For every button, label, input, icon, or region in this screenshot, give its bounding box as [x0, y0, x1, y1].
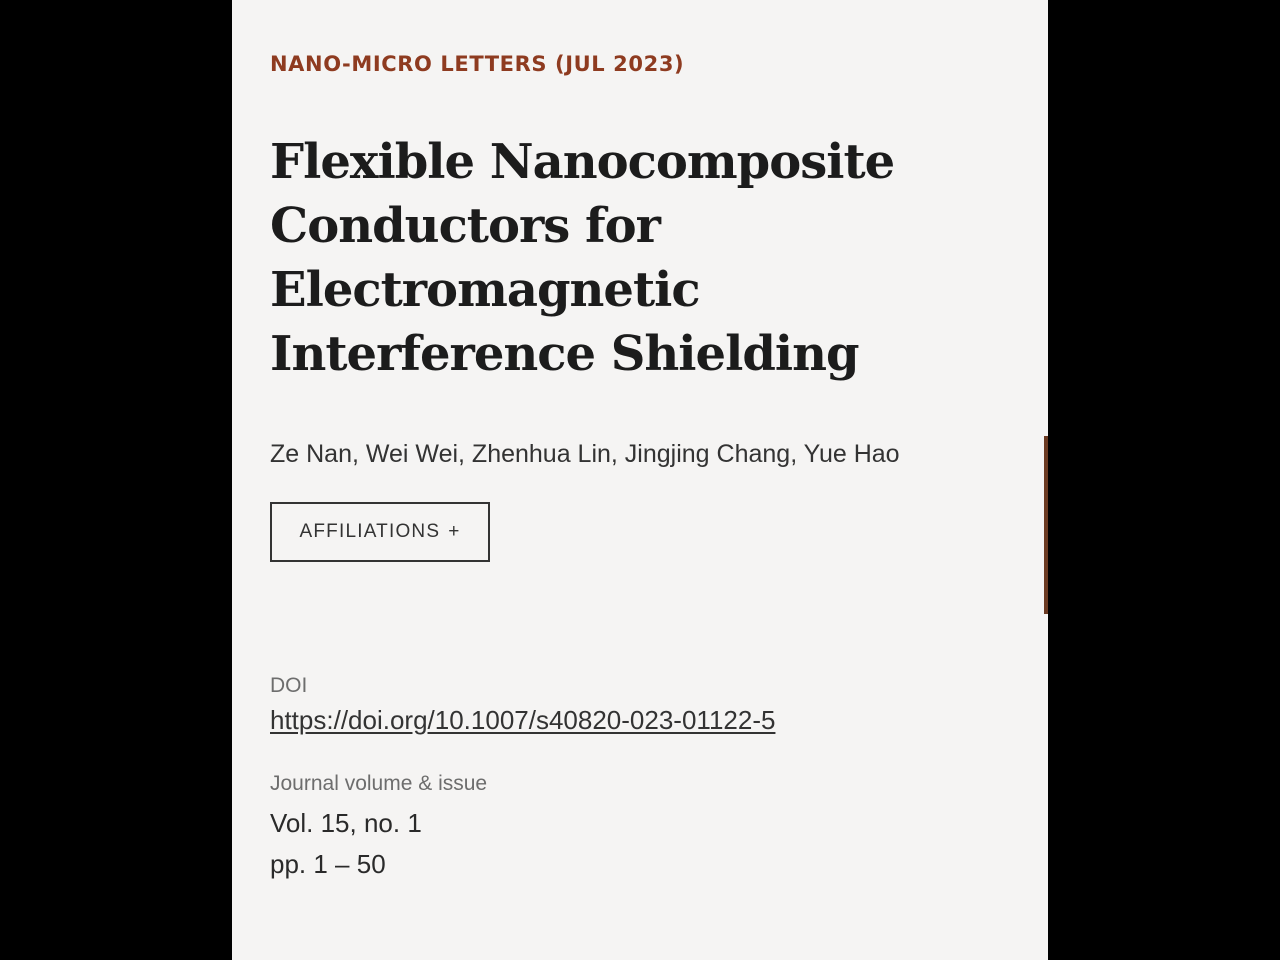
affiliations-button[interactable] [270, 502, 490, 562]
page-range: pp. 1 – 50 [270, 849, 386, 879]
article-page [232, 0, 1048, 960]
side-edge-marker [1044, 436, 1048, 614]
journal-citation: NANO-MICRO LETTERS (JUL 2023) [270, 52, 685, 76]
doi-link[interactable]: https://doi.org/10.1007/s40820-023-01122-5 [270, 705, 776, 735]
article-title: Flexible Nanocomposite Conductors for Electromagnetic Interference Shielding [270, 134, 895, 382]
volume-issue-label: Journal volume & issue [270, 772, 488, 795]
doi-label: DOI [270, 674, 308, 697]
affiliations-button-label: AFFILIATIONS [299, 521, 441, 542]
plus-icon: + [448, 521, 461, 542]
volume-issue-value: Vol. 15, no. 1 [270, 808, 422, 838]
author-list: Ze Nan, Wei Wei, Zhenhua Lin, Jingjing Chang, Yue Hao [270, 440, 900, 468]
